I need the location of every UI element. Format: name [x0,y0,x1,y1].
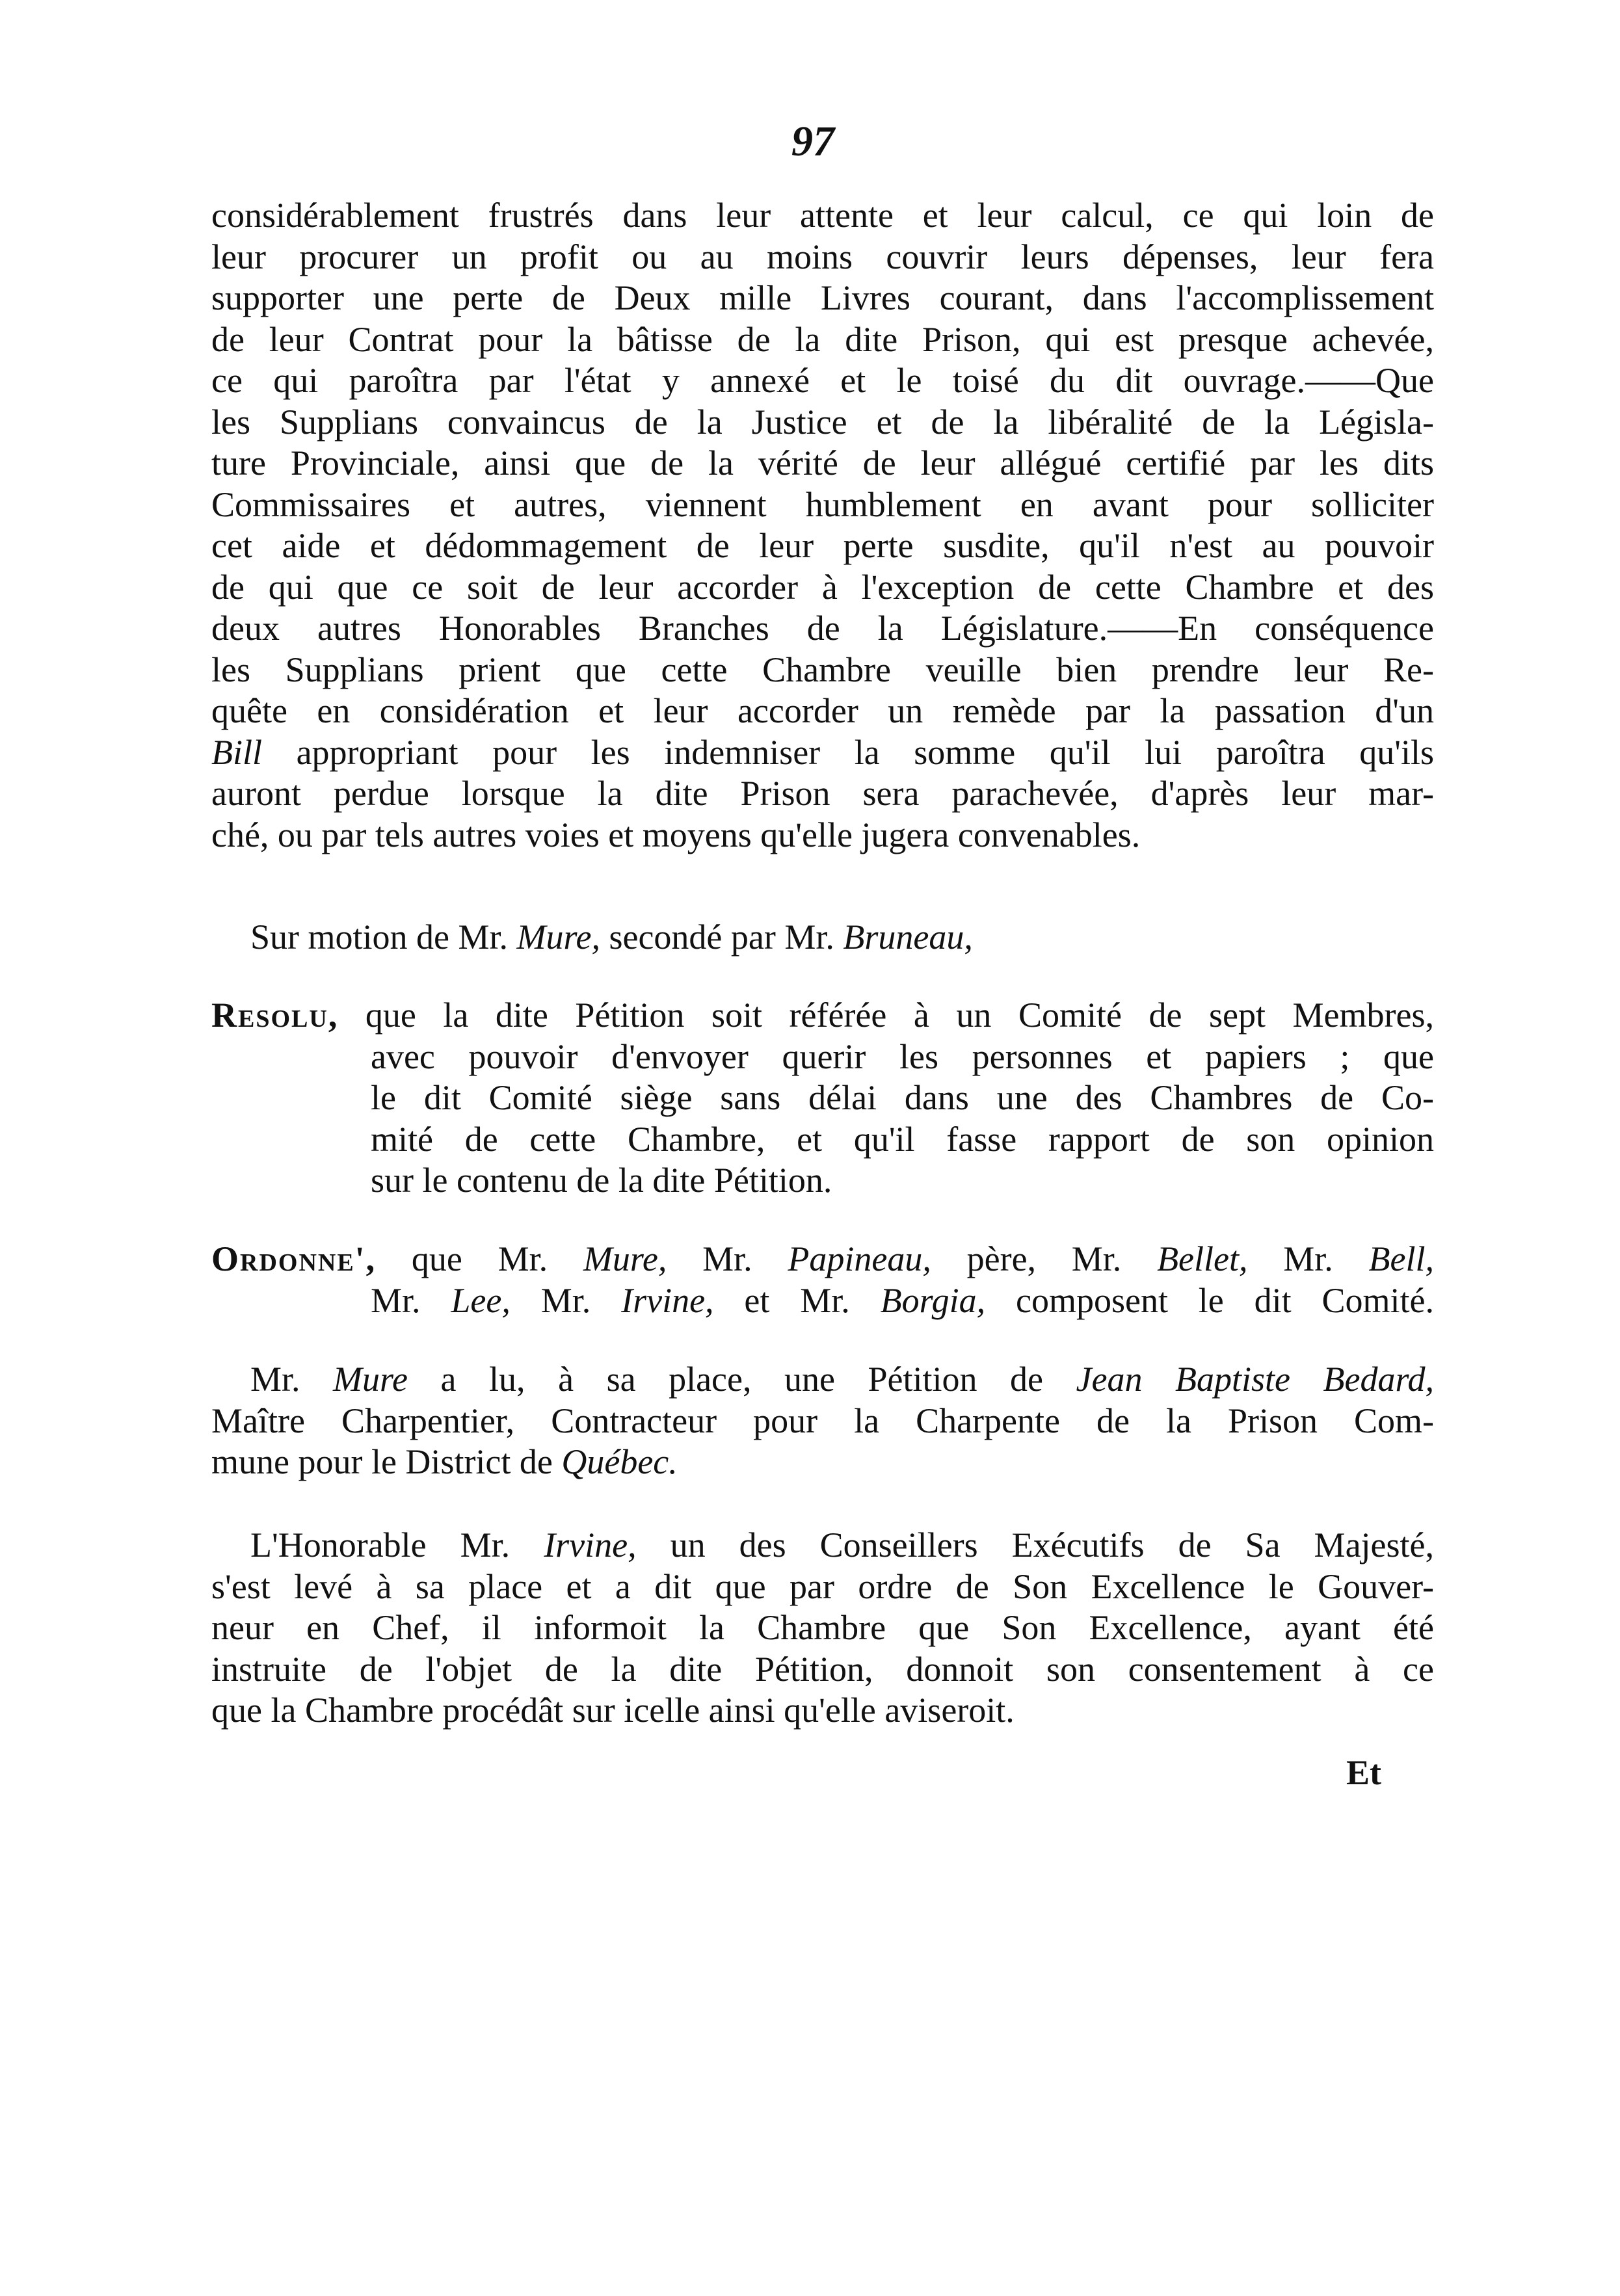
text-line [211,1442,1434,1483]
text-line: instruite de l'objet de la dite Pétition, donnoit son consentement à ce [211,1649,1434,1689]
text-run: mune pour le District de [211,1442,562,1481]
text-line [211,1280,1434,1322]
text-line [211,1239,1434,1280]
text-line: Commissaires et autres, viennent humblement en avant pour solliciter [211,484,1434,524]
catchword: Et [1346,1753,1381,1792]
text-line: quête en considération et leur accorder un remède par la passation d'un [211,691,1434,730]
text-line: Maître Charpentier, Contracteur pour la Charpente de la Prison Com- [211,1401,1434,1440]
bill-term: Bill [211,732,262,772]
member-name: Lee, [451,1280,511,1320]
page-number: 97 [791,118,834,165]
text-run: que la dite Pétition soit référée à un Comité de sept Membres, [338,996,1434,1035]
member-name: Borgia, [880,1280,986,1320]
text-line: supporter une perte de Deux mille Livres courant, dans l'accomplissement [211,278,1434,317]
member-name: Irvine, [544,1525,637,1564]
text-line: considérablement frustrés dans leur attente et leur calcul, ce qui loin de [211,196,1434,235]
order-label: Ordonne', [211,1239,377,1278]
text-line [211,732,1434,774]
text-line: s'est levé à sa place et a dit que par ordre de Son Excellence le Gouver- [211,1566,1434,1606]
member-name: Bruneau, [843,917,973,957]
text-run: Mr. [1247,1239,1369,1278]
text-run: un des Conseillers Exécutifs de Sa Majesté, [636,1525,1434,1564]
consent-paragraph [211,1525,1434,1732]
text-line: ce qui paroîtra par l'état y annexé et le toisé du dit ouvrage.——Que [211,361,1434,400]
text-run: Mr. [250,1360,334,1399]
text-run: appropriant pour les indemniser la somme qu'il lui paroîtra qu'ils [262,732,1434,772]
member-name: Mure [333,1360,408,1399]
text-line: ture Provinciale, ainsi que de la vérité de leur allégué certifié par les dits [211,443,1434,482]
text-line: de leur Contrat pour la bâtisse de la dite Prison, qui est presque achevée, [211,319,1434,359]
text-line [211,995,1434,1036]
text-line: cet aide et dédommagement de leur perte susdite, qu'il n'est au pouvoir [211,526,1434,565]
text-line: de qui que ce soit de leur accorder à l'exception de cette Chambre et des [211,567,1434,607]
text-line: auront perdue lorsque la dite Prison sera parachevée, d'après leur mar- [211,774,1434,813]
member-name: Irvine, [621,1280,714,1320]
text-run: et Mr. [713,1280,881,1320]
text-run: que Mr. [376,1239,583,1278]
text-run: composent le dit Comité. [985,1280,1434,1320]
order-paragraph [211,1239,1434,1321]
text-run: Mr. [510,1280,622,1320]
text-line: ché, ou par tels autres voies et moyens qu'elle jugera convenables. [211,815,1141,854]
petitioner-name: Jean Baptiste Bedard, [1076,1360,1434,1399]
text-run: secondé par Mr. [600,917,843,957]
member-name: Bellet, [1157,1239,1248,1278]
text-line: les Supplians convaincus de la Justice et de la libéralité de la Législa- [211,402,1434,442]
text-line: les Supplians prient que cette Chambre veuille bien prendre leur Re- [211,650,1434,689]
member-name: Mure, [516,917,600,957]
text-run: Mr. [371,1280,451,1320]
motion-paragraph [211,917,1434,958]
text-line [211,917,1434,958]
text-run: a lu, à sa place, une Pétition de [408,1360,1076,1399]
text-line: neur en Chef, il informoit la Chambre que Son Excellence, ayant été [211,1608,1434,1647]
resolution-paragraph [211,995,1434,1202]
text-line: sur le contenu de la dite Pétition. [371,1161,832,1200]
member-name: Bell, [1368,1239,1434,1278]
district-name: Québec. [561,1442,678,1481]
resolution-label: Resolu, [211,996,339,1035]
text-line [211,1525,1434,1566]
text-line: mité de cette Chambre, et qu'il fasse rapport de son opinion [371,1119,1434,1159]
text-run: père, Mr. [931,1239,1158,1278]
member-name: Mure, [583,1239,667,1278]
text-line: leur procurer un profit ou au moins couvrir leurs dépenses, leur fera [211,237,1434,276]
text-line [211,1359,1434,1401]
text-line: le dit Comité siège sans délai dans une des Chambres de Co- [371,1078,1434,1117]
text-run: Sur motion de Mr. [250,917,517,957]
petition-read-paragraph [211,1359,1434,1483]
text-run: L'Honorable Mr. [250,1525,544,1564]
member-name: Papineau, [788,1239,931,1278]
text-run: Mr. [667,1239,788,1278]
text-line: que la Chambre procédât sur icelle ainsi qu'elle aviseroit. [211,1691,1015,1730]
text-line: deux autres Honorables Branches de la Législature.——En conséquence [211,609,1434,648]
petition-continuation-paragraph [211,195,1434,856]
text-line: avec pouvoir d'envoyer querir les personnes et papiers ; que [371,1036,1434,1076]
